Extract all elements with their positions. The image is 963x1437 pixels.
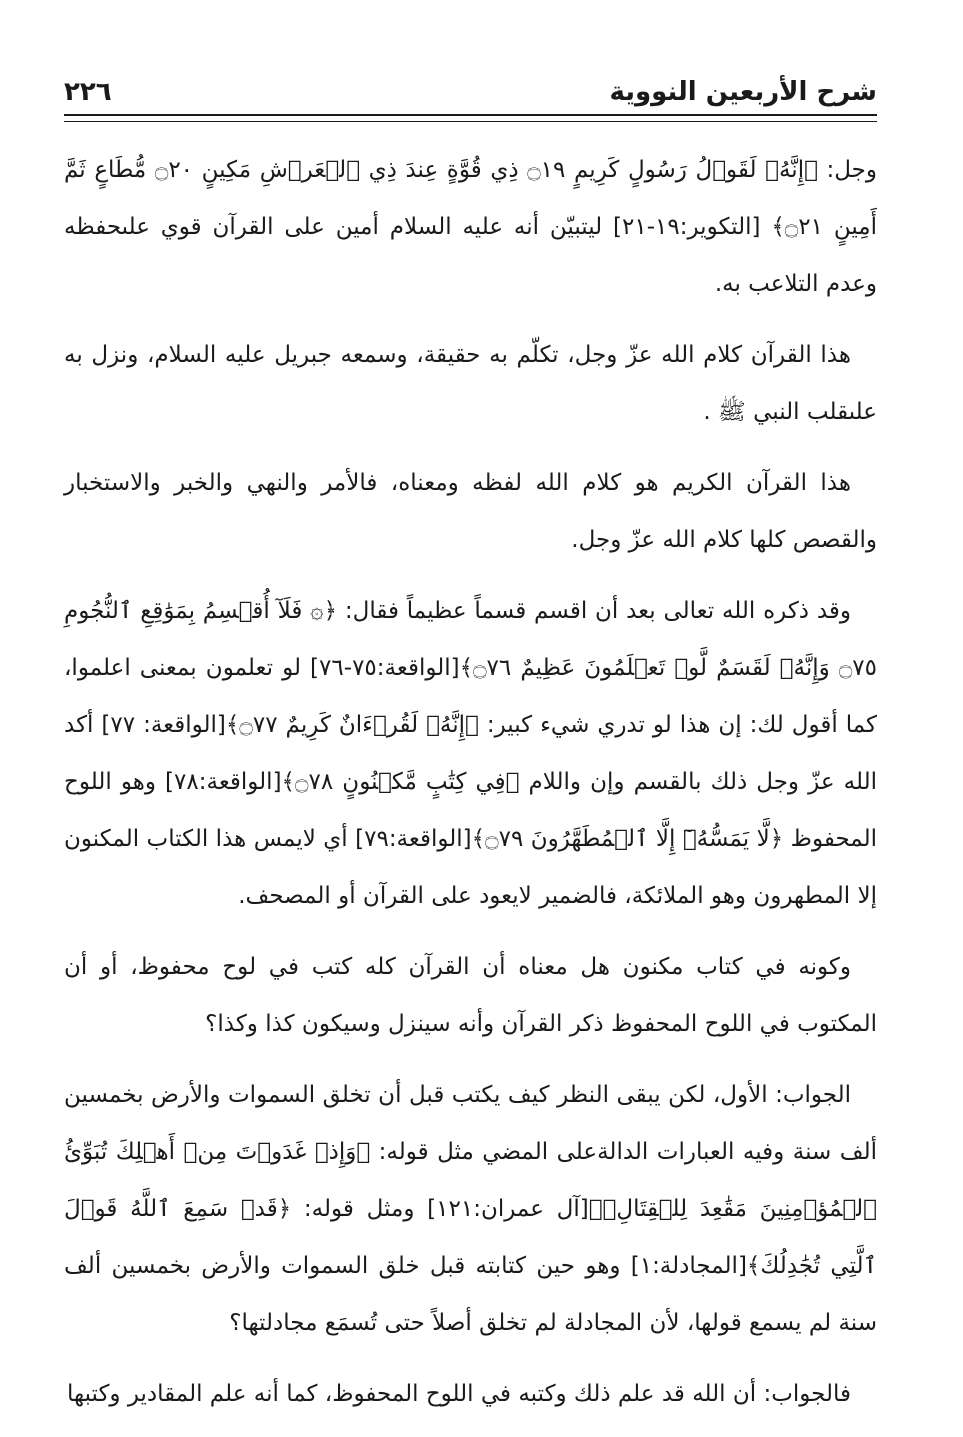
paragraph-3: هذا القرآن الكريم هو كلام الله لفظه ومعناه، فالأمر والنهي والخبر والاستخبار والقصص كلها كلام الله عزّ وجل. (64, 470, 877, 553)
paragraph-5: وكونه في كتاب مكنون هل معناه أن القرآن كله كتب في لوح محفوظ، أو أن المكتوب في اللوح المحفوظ ذكر القرآن وأنه سينزل وسيكون كذا وكذا؟ (64, 954, 877, 1037)
page-header (64, 72, 877, 116)
paragraph-4: وقد ذكره الله تعالى بعد أن اقسم قسماً عظيماً فقال: ﴿۞ فَلَآ أُقۡسِمُ بِمَوَٰقِعِ ٱلنُّجُومِ ۝٧٥ وَإِنَّهُۥ لَقَسَمٌ لَّوۡ تَعۡلَمُونَ عَظِيمٌ ۝٧٦﴾[الواقعة:٧٥-٧٦] لو تعلمون بمعنى اعلموا، كما أقول لك: إن هذا لو تدري شيء كبير: ﴿إِنَّهُۥ لَقُرۡءَانٌ كَرِيمٌ ۝٧٧﴾[الواقعة: ٧٧] أكد الله عزّ وجل ذلك بالقسم وإن واللام ﴿فِي كِتَٰبٍ مَّكۡنُونٍ ۝٧٨﴾[الواقعة:٧٨] وهو اللوح المحفوظ ﴿لَّا يَمَسُّهُۥٓ إِلَّا ٱلۡمُطَهَّرُونَ ۝٧٩﴾[الواقعة:٧٩] أي لايمس هذا الكتاب المكنون إلا المطهرون وهو الملائكة، فالضمير لايعود على القرآن أو المصحف. (64, 598, 877, 909)
header-divider (64, 114, 877, 122)
paragraph-6: الجواب: الأول، لكن يبقى النظر كيف يكتب قبل أن تخلق السموات والأرض بخمسين ألف سنة وفيه العبارات الدالةعلى المضي مثل قوله: ﴿وَإِذۡ غَدَوۡتَ مِنۡ أَهۡلِكَ تُبَوِّئُ ٱلۡمُؤۡمِنِينَ مَقَٰعِدَ لِلۡقِتَالِۗ﴾[آل عمران:١٢١] ومثل قوله: ﴿قَدۡ سَمِعَ ٱللَّهُ قَوۡلَ ٱلَّتِي تُجَٰدِلُكَ﴾[المجادلة:١] وهو حين كتابته قبل خلق السموات والأرض بخمسين ألف سنة لم يسمع قولها، لأن المجادلة لم تخلق أصلاً حتى تُسمَع مجادلتها؟ (64, 1082, 877, 1336)
page-body (64, 142, 877, 1437)
paragraph-1: وجل: ﴿إِنَّهُۥ لَقَوۡلُ رَسُولٍ كَرِيمٍ ۝١٩ ذِي قُوَّةٍ عِندَ ذِي ٱلۡعَرۡشِ مَكِينٍ ۝٢٠ مُّطَاعٍ ثَمَّ أَمِينٍ ۝٢١﴾ [التكوير:١٩-٢١] ليتبيّن أنه عليه السلام أمين على القرآن قوي علىحفظه وعدم التلاعب به. (64, 157, 877, 297)
page-number: ٢٢٦ (64, 77, 112, 107)
running-title: شرح الأربعين النووية (609, 77, 877, 107)
paragraph-2: هذا القرآن كلام الله عزّ وجل، تكلّم به حقيقة، وسمعه جبريل عليه السلام، ونزل به علىقلب النبي ﷺ . (64, 342, 877, 425)
paragraph-7: فالجواب: أن الله قد علم ذلك وكتبه في اللوح المحفوظ، كما أنه علم المقادير وكتبها (66, 1381, 851, 1407)
